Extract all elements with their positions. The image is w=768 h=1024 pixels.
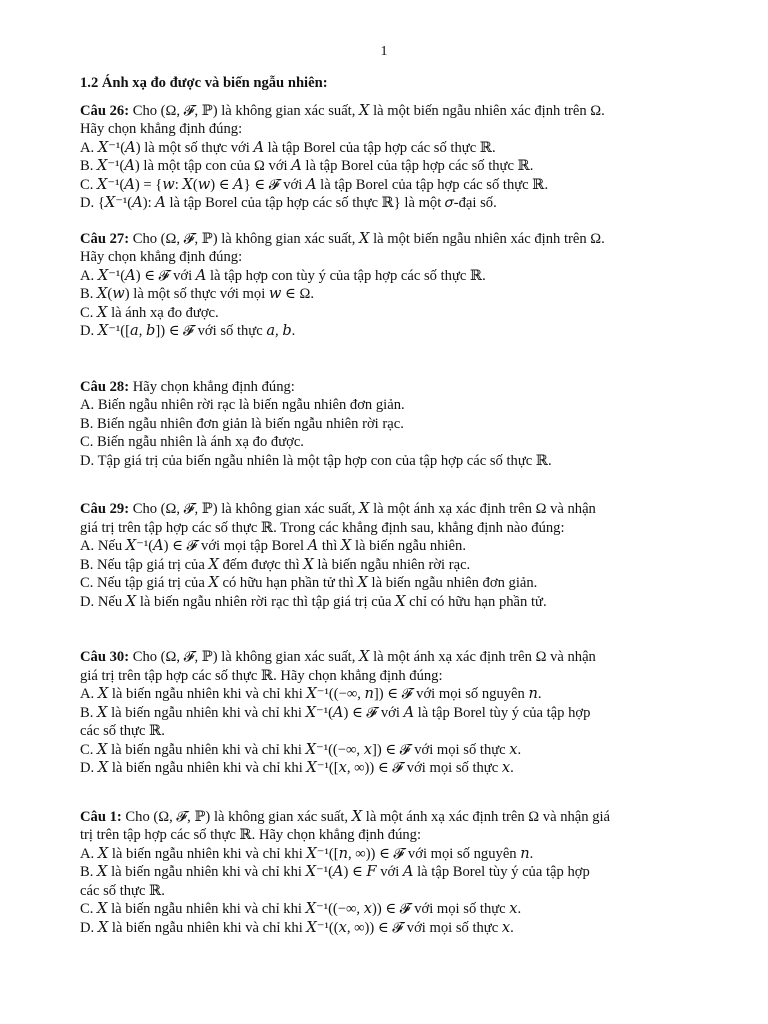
question-label: Câu 28: <box>80 378 130 395</box>
option-d: D. Tập giá trị của biến ngẫu nhiên là một tập hợp con của tập hợp các số thực ℝ. <box>80 452 552 469</box>
option-c: C. Biến ngẫu nhiên là ánh xạ đo được. <box>80 434 304 450</box>
option-c: C. 𝑋 là biến ngẫu nhiên khi và chỉ khi 𝑋⁻¹((−∞, 𝑥]) ∈ 𝓕 với mọi số thực 𝑥. <box>80 741 522 758</box>
question-stem <box>80 808 700 827</box>
question-text: trị trên tập hợp các số thực ℝ. Hãy chọn khẳng định đúng: <box>80 827 422 843</box>
question-30 <box>80 648 700 778</box>
option-c: C. 𝑋 là biến ngẫu nhiên khi và chỉ khi 𝑋⁻¹((−∞, 𝑥)) ∈ 𝓕 với mọi số thực 𝑥. <box>80 901 522 917</box>
question-text: Cho (Ω, 𝓕, ℙ) là không gian xác suất, 𝑋 là một biến ngẫu nhiên xác định trên Ω. <box>129 102 605 119</box>
question-stem <box>80 648 700 667</box>
question-label: Câu 1: <box>80 808 122 825</box>
question-label: Câu 27: <box>80 230 130 247</box>
option-a: A. Nếu 𝑋⁻¹(𝐴) ∈ 𝓕 với mọi tập Borel 𝐴 thì 𝑋 là biến ngẫu nhiên. <box>80 538 466 554</box>
option-b: B. 𝑋 là biến ngẫu nhiên khi và chỉ khi 𝑋⁻¹(𝐴) ∈ 𝓕 với 𝐴 là tập Borel tùy ý của tập hợp <box>80 704 591 721</box>
page-content <box>80 74 700 937</box>
question-1 <box>80 808 700 938</box>
question-27 <box>80 230 700 341</box>
option-d: D. 𝑋⁻¹([𝑎, 𝑏]) ∈ 𝓕 với số thực 𝑎, 𝑏. <box>80 323 296 339</box>
option-d: D. 𝑋 là biến ngẫu nhiên khi và chỉ khi 𝑋⁻¹((𝑥, ∞)) ∈ 𝓕 với mọi số thực 𝑥. <box>80 919 514 936</box>
option-b: B. 𝑋⁻¹(𝐴) là một tập con của Ω với 𝐴 là tập Borel của tập hợp các số thực ℝ. <box>80 158 534 174</box>
option-b: B. 𝑋 là biến ngẫu nhiên khi và chỉ khi 𝑋⁻¹(𝐴) ∈ 𝐹 với 𝐴 là tập Borel tùy ý của tập hợp <box>80 864 590 880</box>
option-d: D. {𝑋⁻¹(𝐴): 𝐴 là tập Borel của tập hợp các số thực ℝ} là một 𝜎-đại số. <box>80 195 497 211</box>
option-a: A. 𝑋⁻¹(𝐴) ∈ 𝓕 với 𝐴 là tập hợp con tùy ý của tập hợp các số thực ℝ. <box>80 267 486 284</box>
question-label: Câu 30: <box>80 649 130 665</box>
question-text: giá trị trên tập hợp các số thực ℝ. Hãy chọn khẳng định đúng: <box>80 667 443 684</box>
question-label: Câu 29: <box>80 501 130 517</box>
question-text: Cho (Ω, 𝓕, ℙ) là không gian xác suất, 𝑋 là một ánh xạ xác định trên Ω và nhận giá <box>121 808 611 825</box>
question-26 <box>80 102 700 213</box>
section-title: 1.2 Ánh xạ đo được và biến ngẫu nhiên: <box>80 75 328 91</box>
option-c: C. Nếu tập giá trị của 𝑋 có hữu hạn phần tử thì 𝑋 là biến ngẫu nhiên đơn giản. <box>80 575 538 591</box>
question-text: Hãy chọn khẳng định đúng: <box>80 121 243 137</box>
option-d: D. Nếu 𝑋 là biến ngẫu nhiên rời rạc thì tập giá trị của 𝑋 chỉ có hữu hạn phần tử. <box>80 593 547 610</box>
option-d: D. 𝑋 là biến ngẫu nhiên khi và chỉ khi 𝑋⁻¹([𝑥, ∞)) ∈ 𝓕 với mọi số thực 𝑥. <box>80 760 514 776</box>
option-b-cont: các số thực ℝ. <box>80 882 165 899</box>
question-text: Cho (Ω, 𝓕, ℙ) là không gian xác suất, 𝑋 là một ánh xạ xác định trên Ω và nhận <box>129 501 596 517</box>
question-stem <box>80 230 700 249</box>
option-c: C. 𝑋⁻¹(𝐴) = {𝑤: 𝑋(𝑤) ∈ 𝐴} ∈ 𝓕 với 𝐴 là tập Borel của tập hợp các số thực ℝ. <box>80 176 549 193</box>
question-stem <box>80 378 700 397</box>
question-29 <box>80 500 700 611</box>
option-b-cont: các số thực ℝ. <box>80 723 165 739</box>
option-c: C. 𝑋 là ánh xạ đo được. <box>80 304 219 321</box>
question-text: Cho (Ω, 𝓕, ℙ) là không gian xác suất, 𝑋 là một biến ngẫu nhiên xác định trên Ω. <box>129 230 605 247</box>
option-a: A. 𝑋⁻¹(𝐴) là một số thực với 𝐴 là tập Borel của tập hợp các số thực ℝ. <box>80 139 496 156</box>
page-number: 1 <box>380 44 388 59</box>
question-stem <box>80 102 700 121</box>
question-text: Hãy chọn khẳng định đúng: <box>80 249 243 265</box>
question-text: giá trị trên tập hợp các số thực ℝ. Trong các khẳng định sau, khẳng định nào đúng: <box>80 519 565 536</box>
option-a: A. Biến ngẫu nhiên rời rạc là biến ngẫu nhiên đơn giản. <box>80 397 405 413</box>
question-label: Câu 26: <box>80 102 130 119</box>
option-a: A. 𝑋 là biến ngẫu nhiên khi và chỉ khi 𝑋⁻¹((−∞, 𝑛]) ∈ 𝓕 với mọi số nguyên 𝑛. <box>80 686 542 702</box>
question-28 <box>80 378 700 471</box>
option-b: B. Nếu tập giá trị của 𝑋 đếm được thì 𝑋 là biến ngẫu nhiên rời rạc. <box>80 556 471 573</box>
question-stem <box>80 500 700 519</box>
option-a: A. 𝑋 là biến ngẫu nhiên khi và chỉ khi 𝑋⁻¹([𝑛, ∞)) ∈ 𝓕 với mọi số nguyên 𝑛. <box>80 845 534 862</box>
option-b: B. Biến ngẫu nhiên đơn giản là biến ngẫu nhiên rời rạc. <box>80 415 404 432</box>
question-text: Hãy chọn khẳng định đúng: <box>129 378 295 395</box>
question-text: Cho (Ω, 𝓕, ℙ) là không gian xác suất, 𝑋 là một ánh xạ xác định trên Ω và nhận <box>129 649 596 665</box>
option-b: B. 𝑋(𝑤) là một số thực với mọi 𝑤 ∈ Ω. <box>80 286 314 302</box>
